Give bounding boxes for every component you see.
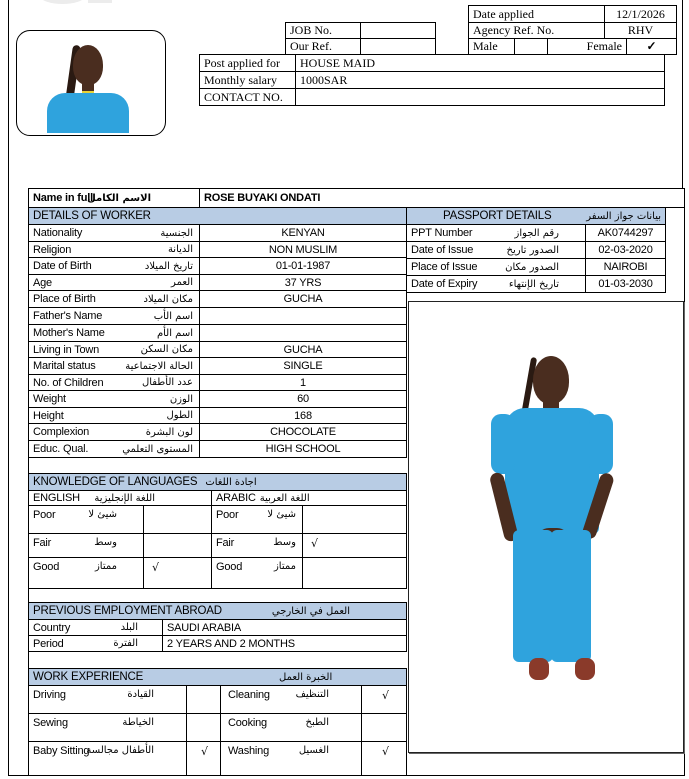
page-left-border — [8, 0, 9, 776]
logo-remnant-bar — [88, 0, 112, 3]
english-level-ar: ممتاز — [94, 561, 117, 572]
arabic-level-en: Fair — [216, 537, 235, 549]
logo-remnant — [40, 0, 85, 4]
detail-value: KENYAN — [199, 224, 407, 242]
passport-label — [406, 224, 586, 242]
detail-value: HIGH SCHOOL — [199, 440, 407, 458]
passport-value: NAIROBI — [585, 258, 666, 276]
detail-value — [199, 324, 407, 342]
arabic-label: ARABIC — [216, 492, 256, 504]
arabic-level-ar: وسط — [273, 537, 296, 548]
detail-label — [28, 274, 200, 291]
body-right-leg — [551, 530, 591, 662]
employment-label — [28, 619, 163, 636]
arabic-level-en: Good — [216, 561, 243, 573]
detail-label — [28, 440, 200, 458]
languages-header-ar: اجادة اللغات — [205, 476, 257, 488]
body-right-sleeve — [589, 414, 613, 474]
work-skill-en: Cleaning — [228, 689, 270, 701]
detail-label-en: Place of Birth — [33, 293, 96, 305]
passport-label — [406, 275, 586, 293]
passport-label-ar: الصدور مكان — [505, 261, 559, 273]
detail-value: GUCHA — [199, 290, 407, 308]
employment-header-ar: العمل في الخارجي — [271, 605, 351, 617]
english-header — [28, 490, 212, 506]
employment-header-en: PREVIOUS EMPLOYMENT ABROAD — [33, 605, 222, 617]
portrait-photo-card — [16, 30, 166, 136]
work-skill-ar: الأطفال مجالسة — [86, 745, 154, 756]
passport-label-en: Place of Issue — [411, 261, 478, 273]
work-skill-ar: القيادة — [127, 689, 154, 700]
work-skill-label — [220, 685, 362, 714]
date-applied-label: Date applied — [468, 5, 605, 23]
passport-value: 02-03-2020 — [585, 241, 666, 259]
detail-label-ar: اسم الأم — [156, 327, 193, 339]
passport-label-en: Date of Expiry — [411, 278, 478, 290]
detail-label-ar: الديانة — [167, 244, 193, 255]
detail-label-en: Date of Birth — [33, 260, 92, 272]
arabic-level-label — [211, 533, 303, 558]
passport-label-ar: الصدور تاريخ — [506, 244, 559, 256]
arabic-level-label — [211, 557, 303, 589]
detail-label-ar: الطول — [166, 410, 193, 421]
work-skill-en: Cooking — [228, 717, 267, 729]
work-header-en: WORK EXPERIENCE — [33, 671, 144, 683]
detail-label — [28, 357, 200, 375]
arabic-level-ar: شيئ لا — [267, 509, 296, 520]
detail-label-ar: الحالة الاجتماعية — [125, 360, 193, 372]
detail-value: SINGLE — [199, 357, 407, 375]
body-head — [533, 356, 569, 404]
work-skill-ar: الطبخ — [305, 717, 329, 728]
body-left-sandal — [529, 658, 549, 680]
detail-label-en: Height — [33, 409, 64, 422]
work-skill-ar: الغسيل — [298, 745, 329, 756]
english-level-label — [28, 557, 144, 589]
detail-label — [28, 307, 200, 325]
post-applied-value: HOUSE MAID — [295, 54, 665, 72]
passport-header-ar: بيانات جواز السفر — [586, 210, 661, 222]
english-label: ENGLISH — [33, 492, 80, 504]
passport-header — [406, 207, 666, 225]
arabic-level-checkbox: √ — [302, 533, 407, 558]
passport-label-en: PPT Number — [411, 227, 473, 239]
name-label — [28, 188, 200, 208]
detail-label-en: No. of Children — [33, 376, 104, 389]
name-label-ar: الاسم الكامل — [87, 192, 151, 204]
english-level-en: Good — [33, 561, 60, 573]
work-skill-en: Baby Sitting — [33, 745, 90, 757]
detail-value: 60 — [199, 390, 407, 408]
portrait-face — [73, 45, 103, 85]
detail-label-en: Complexion — [33, 426, 90, 438]
detail-label — [28, 224, 200, 242]
name-value: ROSE BUYAKI ONDATI — [199, 188, 685, 208]
arabic-header — [211, 490, 407, 506]
detail-label — [28, 241, 200, 258]
work-skill-ar: الخياطة — [122, 717, 154, 728]
detail-value: 1 — [199, 374, 407, 391]
detail-label-ar: مكان الميلاد — [143, 293, 193, 305]
male-checkbox — [514, 38, 548, 55]
english-level-ar: شيئ لا — [88, 509, 117, 520]
work-skill-label — [220, 741, 362, 776]
english-level-en: Fair — [33, 537, 52, 549]
detail-label — [28, 341, 200, 358]
full-body-photo — [408, 301, 684, 753]
english-label-ar: اللغة الإنجليزية — [94, 492, 155, 504]
detail-label-ar: لون البشرة — [145, 426, 193, 438]
passport-label-en: Date of Issue — [411, 244, 474, 256]
female-label: Female — [547, 38, 627, 55]
languages-header-en: KNOWLEDGE OF LANGUAGES — [33, 476, 198, 488]
page-right-border — [682, 0, 683, 188]
contact-value — [295, 88, 665, 106]
english-level-checkbox — [143, 533, 212, 558]
contact-label: CONTACT NO. — [199, 88, 296, 106]
our-ref-label: Our Ref. — [285, 38, 361, 55]
passport-label — [406, 241, 586, 259]
english-level-en: Poor — [33, 509, 56, 521]
employment-label-ar: الفترة — [113, 638, 138, 649]
work-skill-label — [28, 713, 187, 742]
name-label-en: Name in full — [33, 192, 93, 204]
detail-value — [199, 307, 407, 325]
employment-label — [28, 635, 163, 652]
detail-label-en: Marital status — [33, 360, 96, 372]
detail-value: 37 YRS — [199, 274, 407, 291]
detail-value: 01-01-1987 — [199, 257, 407, 275]
detail-label-en: Weight — [33, 393, 66, 405]
work-skill-en: Sewing — [33, 717, 68, 729]
passport-label — [406, 258, 586, 276]
our-ref-value — [360, 38, 436, 55]
employment-value: SAUDI ARABIA — [162, 619, 407, 636]
detail-label — [28, 407, 200, 424]
work-skill-label — [28, 741, 187, 776]
arabic-level-checkbox — [302, 505, 407, 534]
detail-label-ar: تاريخ الميلاد — [144, 260, 193, 272]
passport-label-ar: تاريخ الإنتهاء — [508, 278, 559, 290]
detail-label — [28, 374, 200, 391]
male-label: Male — [468, 38, 515, 55]
work-skill-ar: التنظيف — [295, 689, 329, 700]
detail-label-en: Father's Name — [33, 310, 103, 322]
detail-value: CHOCOLATE — [199, 423, 407, 441]
detail-label-en: Religion — [33, 243, 72, 256]
arabic-level-label — [211, 505, 303, 534]
body-left-sleeve — [491, 414, 515, 474]
employment-label-en: Country — [33, 621, 71, 634]
employment-value: 2 YEARS AND 2 MONTHS — [162, 635, 407, 652]
detail-label — [28, 257, 200, 275]
detail-label-ar: الوزن — [169, 393, 193, 405]
portrait-scrubs — [47, 93, 129, 133]
work-skill-checkbox — [186, 713, 221, 742]
detail-label-en: Educ. Qual. — [33, 443, 89, 455]
detail-label-ar: العمر — [171, 277, 193, 288]
body-scrub-top — [505, 408, 599, 534]
work-skill-checkbox — [361, 713, 407, 742]
detail-value: 168 — [199, 407, 407, 424]
arabic-level-ar: ممتاز — [273, 561, 296, 572]
work-skill-checkbox: √ — [361, 685, 407, 714]
arabic-level-checkbox — [302, 557, 407, 589]
work-header-ar: الخبرة العمل — [279, 671, 333, 683]
monthly-salary-value: 1000SAR — [295, 71, 665, 89]
detail-label-en: Age — [33, 276, 52, 289]
work-skill-checkbox — [186, 685, 221, 714]
details-header: DETAILS OF WORKER — [28, 207, 407, 225]
detail-label-ar: عدد الأطفال — [141, 377, 193, 388]
detail-label — [28, 324, 200, 342]
work-skill-checkbox: √ — [186, 741, 221, 776]
agency-ref-label: Agency Ref. No. — [468, 22, 605, 39]
body-right-sandal — [575, 658, 595, 680]
languages-header — [28, 473, 407, 491]
job-no-label: JOB No. — [285, 22, 361, 39]
date-applied-value: 12/1/2026 — [604, 5, 677, 23]
detail-label-en: Mother's Name — [33, 327, 105, 339]
agency-ref-value: RHV — [604, 22, 677, 39]
passport-label-ar: رقم الجواز — [514, 227, 559, 239]
passport-header-en: PASSPORT DETAILS — [443, 210, 552, 222]
english-level-checkbox: √ — [143, 557, 212, 589]
monthly-salary-label: Monthly salary — [199, 71, 296, 89]
detail-label-ar: مكان السكن — [140, 344, 193, 355]
english-level-checkbox — [143, 505, 212, 534]
employment-label-en: Period — [33, 637, 64, 650]
detail-label — [28, 423, 200, 441]
passport-value: AK0744297 — [585, 224, 666, 242]
female-checkbox: ✓ — [626, 38, 677, 55]
passport-value: 01-03-2030 — [585, 275, 666, 293]
work-skill-en: Washing — [228, 745, 269, 757]
work-skill-label — [28, 685, 187, 714]
arabic-label-ar: اللغة العربية — [259, 492, 310, 504]
work-skill-checkbox: √ — [361, 741, 407, 776]
body-left-leg — [513, 530, 553, 662]
employment-label-ar: البلد — [120, 622, 138, 633]
detail-label-ar: المستوى التعلمي — [122, 443, 193, 455]
detail-label-en: Living in Town — [33, 343, 100, 356]
detail-value: NON MUSLIM — [199, 241, 407, 258]
employment-header — [28, 602, 407, 620]
detail-label-en: Nationality — [33, 227, 83, 239]
work-header — [28, 668, 407, 686]
detail-label — [28, 390, 200, 408]
english-level-ar: وسط — [94, 537, 117, 548]
post-applied-label: Post applied for — [199, 54, 296, 72]
arabic-level-en: Poor — [216, 509, 239, 521]
work-skill-label — [220, 713, 362, 742]
detail-label-ar: الجنسية — [160, 227, 193, 239]
work-skill-en: Driving — [33, 689, 66, 701]
detail-label — [28, 290, 200, 308]
job-no-value — [360, 22, 436, 39]
detail-label-ar: اسم الأب — [153, 310, 193, 322]
english-level-label — [28, 533, 144, 558]
detail-value: GUCHA — [199, 341, 407, 358]
portrait-photo — [29, 41, 139, 133]
english-level-label — [28, 505, 144, 534]
